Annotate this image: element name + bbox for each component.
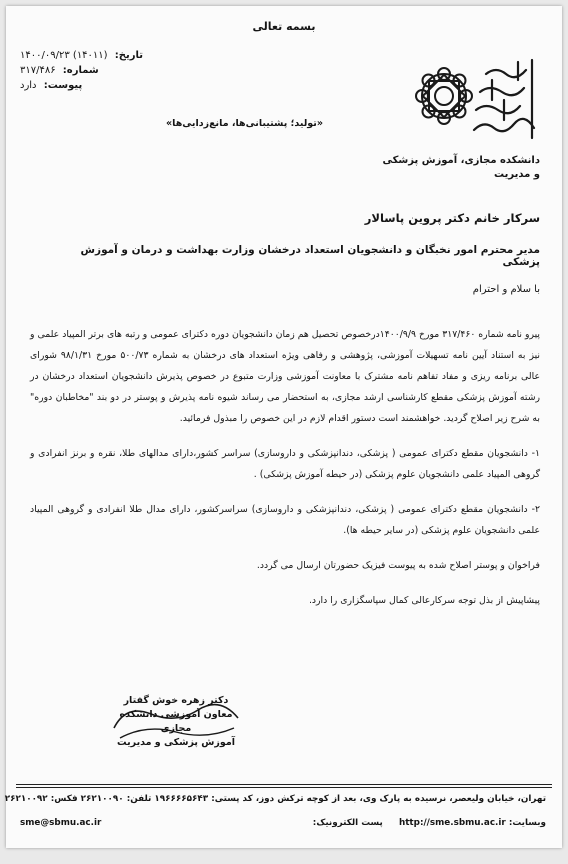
attachment-label: پیوست:: [43, 80, 83, 91]
number-value: ۳۱۷/۴۸۶: [20, 65, 56, 76]
date-row: [20, 48, 180, 63]
footer-contacts: [20, 818, 546, 828]
website-link[interactable]: http://sme.sbmu.ac.ir: [398, 818, 506, 828]
email-label: پست الکترونیک:: [312, 818, 383, 828]
signer-title-1: معاون آموزشی دانشکده مجازی: [119, 709, 233, 734]
number-label: شماره:: [62, 65, 99, 76]
attachment-row: [20, 78, 180, 93]
date-label: تاریخ:: [114, 50, 143, 61]
recipient-title: مدیر محترم امور نخبگان و دانشجویان استعداد درخشان وزارت بهداشت و درمان و آموزش پزشکی: [80, 244, 540, 268]
signer-title-2: آموزش پزشکی و مدیریت: [117, 737, 235, 748]
footer-address: تهران، خیابان ولیعصر، نرسیده به پارک وی، بعد از کوچه ترکش دوز، کد پستی: ۱۹۶۶۶۶۵۶۴۳ تلفن: ۲۶۲۱۰۰۹۰ فکس: ۲۶۲۱۰۰۹۲: [4, 794, 546, 804]
signature-block: [116, 694, 236, 750]
list-item-2: ۲- دانشجویان مقطع دکترای عمومی ( پزشکی، دندانپزشکی و داروسازی) سراسرکشور، دارای مدال طلا انفرادی و گروهی المپیاد علمی دانشجویان علوم پزشکی (در سایر حیطه ها).: [30, 504, 540, 536]
slogan: «تولید؛ پشتیبانی‌ها، مانع‌زدایی‌ها»: [166, 118, 323, 129]
footer-divider: [16, 787, 552, 788]
bismillah: بسمه تعالی: [252, 20, 316, 33]
greeting: با سلام و احترام: [472, 284, 540, 295]
website-label: وبسایت:: [508, 818, 546, 828]
university-logo-icon: [414, 50, 544, 150]
footer-divider: [16, 784, 552, 785]
letter-meta: [20, 48, 180, 93]
attachment-value: دارد: [20, 80, 37, 91]
recipient: سرکار خانم دکتر پروین پاسالار: [364, 211, 540, 225]
university-name: دانشکده مجازی، آموزش پزشکی و مدیریت: [382, 155, 540, 180]
paragraph-1: پیرو نامه شماره ۳۱۷/۴۶۰ مورخ ۱۴۰۰/۹/۹درخصوص تحصیل هم زمان دانشجویان دوره دکترای عمومی و رتبه های برتر المپیاد علمی و نیز به استناد آیین نامه تسهیلات آموزشی، پژوهشی و رفاهی ویژه استعداد های درخشان به شماره ۵۰۰/۷۳ مورخ ۹۸/۱/۳۱ شورای عالی برنامه ریزی و مفاد تفاهم نامه مشترک با معاونت آموزشی وزارت متبوع در خصوص پذیرش دانشجویان استعداد درخشان در رشته آموزش پزشکی مقطع کارشناسی ارشد مجازی، به استحضار می رساند شیوه نامه پذیرش و پوستر در دو بند "مخاطبان دوره" به شرح زیر اصلاح گردید. خواهشمند است دستور اقدام لازم در این خصوص را مبذول فرمائید.: [30, 329, 540, 424]
letter-body: [30, 324, 540, 611]
date-value: (۱۴۰۱۱) ۱۴۰۰/۰۹/۲۳: [20, 50, 108, 61]
letter-page: [6, 6, 562, 848]
closing: پیشاپیش از بذل توجه سرکارعالی کمال سپاسگزاری را دارد.: [308, 595, 540, 606]
email-link[interactable]: sme@sbmu.ac.ir: [20, 818, 102, 828]
paragraph-2: فراخوان و پوستر اصلاح شده به پیوست فیزیک حضورتان ارسال می گردد.: [256, 560, 540, 571]
number-row: [20, 63, 180, 78]
list-item-1: ۱- دانشجویان مقطع دکترای عمومی ( پزشکی، دندانپزشکی و داروسازی) سراسر کشور،دارای مدالهای طلا، نقره و برنز انفرادی و گروهی المپیاد علمی دانشجویان علوم پزشکی (در حیطه آموزش پزشکی) .: [30, 448, 540, 480]
signer-name: دکتر زهره خوش گفتار: [123, 695, 229, 706]
